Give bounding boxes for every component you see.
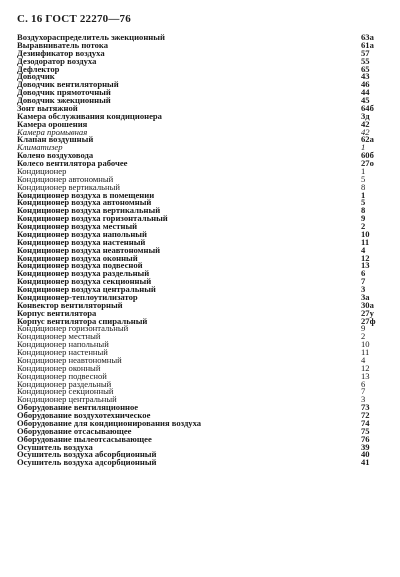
index-term: Кондиционер настенный	[17, 347, 108, 357]
index-term: Кондиционер воздуха вертикальный	[17, 205, 161, 216]
index-entry	[17, 160, 385, 168]
index-term: Оборудование вентиляционное	[17, 402, 139, 413]
index-number: 7	[361, 386, 366, 397]
index-term: Корпус вентилятора	[17, 307, 97, 318]
index-term: Дефлектор	[17, 63, 60, 74]
index-term: Корпус вентилятора спиральный	[17, 315, 148, 326]
index-number: 65	[361, 63, 370, 74]
index-number: 4	[361, 354, 366, 365]
index-number: 76	[361, 433, 370, 444]
index-term: Оборудование отсасывающее	[17, 425, 132, 436]
index-term: Осушитель воздуха адсорбционный	[17, 457, 157, 468]
index-number: 45	[361, 95, 370, 105]
index-number: 27о	[361, 158, 374, 168]
index-number: 74	[361, 417, 370, 428]
index-number: 55	[361, 55, 370, 66]
index-number: 39	[361, 441, 370, 452]
index-term: Камера обслуживания кондиционера	[17, 110, 162, 121]
index-term: Выравниватель потока	[17, 39, 108, 50]
index-number: 63а	[361, 32, 374, 42]
index-term: Кондиционер воздуха настенный	[17, 236, 146, 247]
index-term: Осушитель воздуха	[17, 441, 93, 452]
index-term: Колено воздуховода	[17, 150, 94, 161]
index-term: Оборудование для кондиционирования воздуха	[17, 417, 202, 428]
index-term: Камера орошения	[17, 118, 88, 129]
index-term: Доводчик вентиляторный	[17, 79, 119, 90]
page-header: С. 16 ГОСТ 22270—76	[17, 13, 131, 25]
index-term: Кондиционер воздуха секционный	[17, 276, 152, 287]
index-number: 57	[361, 47, 370, 58]
index-entry	[17, 136, 385, 144]
index-number: 1	[361, 165, 366, 176]
index-term: Кондиционер вертикальный	[17, 181, 120, 192]
index-term: Кондиционер воздуха местный	[17, 221, 138, 231]
index-number: 8	[361, 205, 366, 216]
index-number: 61а	[361, 39, 374, 50]
index-term: Кондиционер напольный	[17, 339, 109, 350]
index-term: Оборудование пылеотсасывающее	[17, 433, 152, 444]
index-term: Кондиционер	[17, 165, 67, 176]
index-number: 3д	[361, 110, 370, 121]
index-term: Осушитель воздуха абсорбционный	[17, 449, 157, 460]
index-number: 9	[361, 213, 366, 224]
index-term: Кондиционер местный	[17, 331, 101, 342]
index-number: 3	[361, 394, 366, 405]
index-term: Кондиционер автономный	[17, 173, 114, 184]
index-term: Кондиционер оконный	[17, 362, 101, 373]
index-term: Кондиционер воздуха подвесной	[17, 260, 143, 271]
index-number: 13	[361, 370, 370, 381]
index-term: Доводчик	[17, 71, 55, 82]
index-number: 42	[361, 118, 370, 129]
index-number: 75	[361, 425, 370, 436]
index-term: Кондиционер неавтономный	[17, 354, 122, 365]
index-number: 8	[361, 181, 366, 192]
index-number: 5	[361, 173, 366, 184]
index-term: Камера промывная	[17, 126, 88, 137]
index-term: Конвектор вентиляторный	[17, 299, 123, 310]
index-number: 40	[361, 449, 370, 460]
index-number: 2	[361, 221, 366, 231]
index-term: Климатизер	[17, 142, 63, 153]
index-term: Кондиционер воздуха центральный	[17, 284, 156, 294]
index-term: Воздухораспределитель эжекционный	[17, 32, 165, 42]
index-term: Оборудование воздухотехническое	[17, 410, 151, 420]
index-number: 1	[361, 142, 366, 153]
index-term: Кондиционер воздуха напольный	[17, 228, 147, 239]
index-term: Кондиционер секционный	[17, 386, 114, 397]
index-number: 13	[361, 260, 370, 271]
index-term: Кондиционер воздуха горизонтальный	[17, 213, 168, 224]
index-number: 43	[361, 71, 370, 82]
index-number: 72	[361, 410, 370, 420]
index-term: Кондиционер воздуха автономный	[17, 197, 152, 208]
index-term: Кондиционер центральный	[17, 394, 117, 405]
index-number: 12	[361, 362, 370, 373]
index-entry	[17, 459, 385, 467]
index-number: 11	[361, 347, 370, 357]
index-term: Кондиционер воздуха оконный	[17, 252, 138, 263]
index-number: 3а	[361, 291, 370, 302]
index-term: Доводчик прямоточный	[17, 87, 111, 98]
index-term: Кондиционер горизонтальный	[17, 323, 129, 334]
index-number: 9	[361, 323, 366, 334]
index-number: 2	[361, 331, 366, 342]
index-number: 41	[361, 457, 370, 468]
index-number: 6	[361, 268, 366, 279]
index-entry	[17, 63, 385, 74]
index-number: 1	[361, 189, 366, 200]
index-entry	[17, 55, 385, 66]
index-term: Доводчик эжекционный	[17, 95, 111, 105]
index-term: Дезодоратор воздуха	[17, 55, 97, 66]
index-term: Кондиционер подвесной	[17, 370, 107, 381]
index-number: 10	[361, 228, 370, 239]
index-term: Кондиционер воздуха в помещении	[17, 189, 155, 200]
index-number: 6	[361, 378, 366, 389]
index-number: 30а	[361, 299, 374, 310]
index-number: 3	[361, 284, 366, 294]
index-number: 46	[361, 79, 370, 90]
index-term: Дезинфикатор воздуха	[17, 47, 105, 58]
index-term: Кондиционер раздельный	[17, 378, 112, 389]
index-term: Кондиционер воздуха раздельный	[17, 268, 150, 279]
index-number: 60б	[361, 150, 374, 161]
index-term: Зонт вытяжной	[17, 102, 78, 113]
index-term: Кондиционер-теплоутилизатор	[17, 291, 138, 302]
index-number: 7	[361, 276, 366, 287]
index-number: 12	[361, 252, 370, 263]
index-number: 10	[361, 339, 370, 350]
index-number: 5	[361, 197, 366, 208]
index-number: 73	[361, 402, 370, 413]
index-number: 11	[361, 236, 370, 247]
index-list	[17, 34, 385, 467]
index-number: 64б	[361, 102, 374, 113]
index-number: 27ф	[361, 315, 376, 326]
index-number: 42	[361, 126, 370, 137]
index-number: 4	[361, 244, 366, 255]
index-term: Клапан воздушный	[17, 134, 94, 145]
index-term: Колесо вентилятора рабочее	[17, 158, 128, 168]
index-number: 27у	[361, 307, 374, 318]
index-number: 44	[361, 87, 370, 98]
index-number: 62а	[361, 134, 374, 145]
index-term: Кондиционер воздуха неавтономный	[17, 244, 161, 255]
